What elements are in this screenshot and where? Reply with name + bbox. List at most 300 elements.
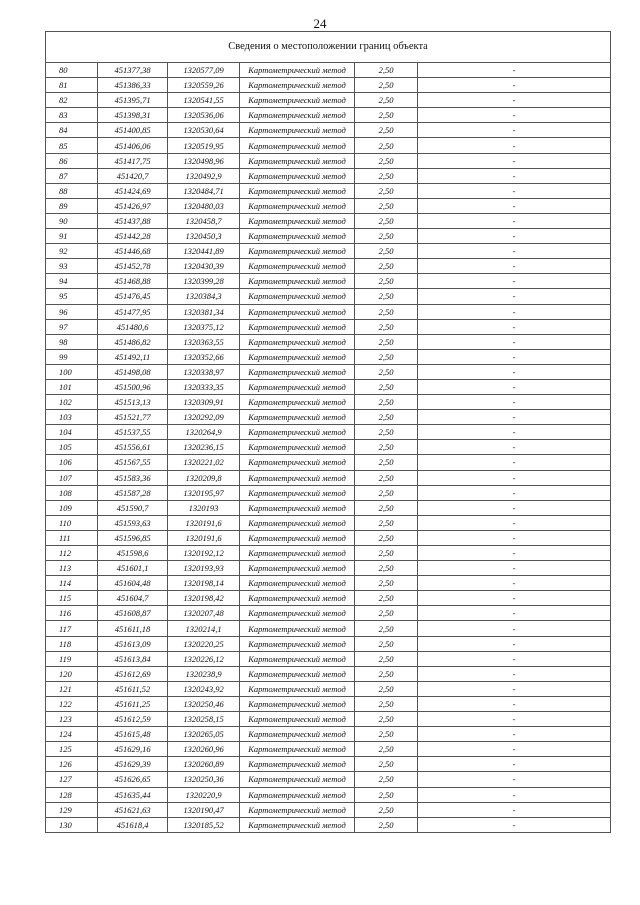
accuracy-cell: 2,50 [355, 63, 418, 78]
method-cell: Картометрический метод [240, 349, 355, 364]
x-coordinate-cell: 451593,63 [98, 515, 168, 530]
point-number-cell: 108 [46, 485, 98, 500]
description-cell: - [418, 515, 611, 530]
table-row [46, 772, 611, 787]
description-cell: - [418, 681, 611, 696]
table-row [46, 93, 611, 108]
accuracy-cell: 2,50 [355, 334, 418, 349]
table-row [46, 425, 611, 440]
y-coordinate-cell: 1320399,28 [168, 274, 240, 289]
point-number-cell: 104 [46, 425, 98, 440]
x-coordinate-cell: 451583,36 [98, 470, 168, 485]
point-number-cell: 128 [46, 787, 98, 802]
table-row [46, 817, 611, 832]
y-coordinate-cell: 1320191,6 [168, 515, 240, 530]
table-row [46, 606, 611, 621]
method-cell: Картометрический метод [240, 757, 355, 772]
y-coordinate-cell: 1320333,35 [168, 379, 240, 394]
accuracy-cell: 2,50 [355, 772, 418, 787]
point-number-cell: 122 [46, 696, 98, 711]
method-cell: Картометрический метод [240, 259, 355, 274]
x-coordinate-cell: 451537,55 [98, 425, 168, 440]
x-coordinate-cell: 451556,61 [98, 440, 168, 455]
method-cell: Картометрический метод [240, 153, 355, 168]
point-number-cell: 123 [46, 712, 98, 727]
x-coordinate-cell: 451604,7 [98, 591, 168, 606]
point-number-cell: 110 [46, 515, 98, 530]
method-cell: Картометрический метод [240, 138, 355, 153]
x-coordinate-cell: 451596,85 [98, 530, 168, 545]
description-cell: - [418, 229, 611, 244]
accuracy-cell: 2,50 [355, 712, 418, 727]
table-row [46, 621, 611, 636]
x-coordinate-cell: 451626,65 [98, 772, 168, 787]
table-row [46, 304, 611, 319]
accuracy-cell: 2,50 [355, 289, 418, 304]
table-row [46, 168, 611, 183]
x-coordinate-cell: 451629,16 [98, 742, 168, 757]
y-coordinate-cell: 1320238,9 [168, 666, 240, 681]
x-coordinate-cell: 451629,39 [98, 757, 168, 772]
method-cell: Картометрический метод [240, 546, 355, 561]
description-cell: - [418, 244, 611, 259]
method-cell: Картометрический метод [240, 470, 355, 485]
accuracy-cell: 2,50 [355, 259, 418, 274]
accuracy-cell: 2,50 [355, 168, 418, 183]
x-coordinate-cell: 451400,85 [98, 123, 168, 138]
accuracy-cell: 2,50 [355, 229, 418, 244]
accuracy-cell: 2,50 [355, 93, 418, 108]
y-coordinate-cell: 1320250,36 [168, 772, 240, 787]
x-coordinate-cell: 451386,33 [98, 78, 168, 93]
point-number-cell: 98 [46, 334, 98, 349]
table-row [46, 153, 611, 168]
table-row [46, 379, 611, 394]
description-cell: - [418, 410, 611, 425]
y-coordinate-cell: 1320191,6 [168, 530, 240, 545]
point-number-cell: 120 [46, 666, 98, 681]
y-coordinate-cell: 1320430,39 [168, 259, 240, 274]
x-coordinate-cell: 451426,97 [98, 198, 168, 213]
x-coordinate-cell: 451480,6 [98, 319, 168, 334]
point-number-cell: 129 [46, 802, 98, 817]
table-row [46, 530, 611, 545]
point-number-cell: 101 [46, 379, 98, 394]
method-cell: Картометрический метод [240, 183, 355, 198]
description-cell: - [418, 651, 611, 666]
y-coordinate-cell: 1320264,9 [168, 425, 240, 440]
description-cell: - [418, 349, 611, 364]
accuracy-cell: 2,50 [355, 198, 418, 213]
method-cell: Картометрический метод [240, 304, 355, 319]
accuracy-cell: 2,50 [355, 621, 418, 636]
accuracy-cell: 2,50 [355, 395, 418, 410]
x-coordinate-cell: 451406,06 [98, 138, 168, 153]
accuracy-cell: 2,50 [355, 440, 418, 455]
y-coordinate-cell: 1320484,71 [168, 183, 240, 198]
y-coordinate-cell: 1320250,46 [168, 696, 240, 711]
accuracy-cell: 2,50 [355, 485, 418, 500]
x-coordinate-cell: 451477,95 [98, 304, 168, 319]
accuracy-cell: 2,50 [355, 500, 418, 515]
x-coordinate-cell: 451608,87 [98, 606, 168, 621]
description-cell: - [418, 63, 611, 78]
accuracy-cell: 2,50 [355, 681, 418, 696]
y-coordinate-cell: 1320207,48 [168, 606, 240, 621]
point-number-cell: 117 [46, 621, 98, 636]
method-cell: Картометрический метод [240, 636, 355, 651]
table-row [46, 349, 611, 364]
x-coordinate-cell: 451437,88 [98, 213, 168, 228]
accuracy-cell: 2,50 [355, 696, 418, 711]
accuracy-cell: 2,50 [355, 742, 418, 757]
point-number-cell: 95 [46, 289, 98, 304]
table-row [46, 455, 611, 470]
y-coordinate-cell: 1320530,64 [168, 123, 240, 138]
description-cell: - [418, 787, 611, 802]
description-cell: - [418, 742, 611, 757]
description-cell: - [418, 259, 611, 274]
table-row [46, 198, 611, 213]
accuracy-cell: 2,50 [355, 802, 418, 817]
y-coordinate-cell: 1320352,66 [168, 349, 240, 364]
description-cell: - [418, 93, 611, 108]
point-number-cell: 113 [46, 561, 98, 576]
table-row [46, 244, 611, 259]
point-number-cell: 118 [46, 636, 98, 651]
y-coordinate-cell: 1320363,55 [168, 334, 240, 349]
method-cell: Картометрический метод [240, 561, 355, 576]
x-coordinate-cell: 451420,7 [98, 168, 168, 183]
table-row [46, 319, 611, 334]
method-cell: Картометрический метод [240, 274, 355, 289]
method-cell: Картометрический метод [240, 93, 355, 108]
description-cell: - [418, 123, 611, 138]
x-coordinate-cell: 451612,69 [98, 666, 168, 681]
table-row [46, 546, 611, 561]
description-cell: - [418, 727, 611, 742]
description-cell: - [418, 153, 611, 168]
table-row [46, 108, 611, 123]
description-cell: - [418, 696, 611, 711]
table-row [46, 681, 611, 696]
table-row [46, 636, 611, 651]
x-coordinate-cell: 451452,78 [98, 259, 168, 274]
table-row [46, 78, 611, 93]
point-number-cell: 119 [46, 651, 98, 666]
method-cell: Картометрический метод [240, 500, 355, 515]
accuracy-cell: 2,50 [355, 470, 418, 485]
accuracy-cell: 2,50 [355, 515, 418, 530]
point-number-cell: 130 [46, 817, 98, 832]
point-number-cell: 124 [46, 727, 98, 742]
y-coordinate-cell: 1320260,89 [168, 757, 240, 772]
method-cell: Картометрический метод [240, 168, 355, 183]
x-coordinate-cell: 451590,7 [98, 500, 168, 515]
table-title-row [46, 32, 611, 63]
table-row [46, 395, 611, 410]
table-row [46, 289, 611, 304]
x-coordinate-cell: 451598,6 [98, 546, 168, 561]
point-number-cell: 116 [46, 606, 98, 621]
point-number-cell: 115 [46, 591, 98, 606]
x-coordinate-cell: 451635,44 [98, 787, 168, 802]
y-coordinate-cell: 1320198,42 [168, 591, 240, 606]
table-row [46, 123, 611, 138]
y-coordinate-cell: 1320193,93 [168, 561, 240, 576]
method-cell: Картометрический метод [240, 485, 355, 500]
x-coordinate-cell: 451618,4 [98, 817, 168, 832]
y-coordinate-cell: 1320192,12 [168, 546, 240, 561]
method-cell: Картометрический метод [240, 727, 355, 742]
description-cell: - [418, 334, 611, 349]
x-coordinate-cell: 451398,31 [98, 108, 168, 123]
point-number-cell: 80 [46, 63, 98, 78]
description-cell: - [418, 395, 611, 410]
method-cell: Картометрический метод [240, 591, 355, 606]
x-coordinate-cell: 451612,59 [98, 712, 168, 727]
x-coordinate-cell: 451613,09 [98, 636, 168, 651]
method-cell: Картометрический метод [240, 455, 355, 470]
x-coordinate-cell: 451587,28 [98, 485, 168, 500]
method-cell: Картометрический метод [240, 712, 355, 727]
method-cell: Картометрический метод [240, 410, 355, 425]
y-coordinate-cell: 1320577,09 [168, 63, 240, 78]
accuracy-cell: 2,50 [355, 319, 418, 334]
point-number-cell: 83 [46, 108, 98, 123]
accuracy-cell: 2,50 [355, 364, 418, 379]
point-number-cell: 89 [46, 198, 98, 213]
description-cell: - [418, 621, 611, 636]
accuracy-cell: 2,50 [355, 425, 418, 440]
x-coordinate-cell: 451486,82 [98, 334, 168, 349]
y-coordinate-cell: 1320220,25 [168, 636, 240, 651]
method-cell: Картометрический метод [240, 440, 355, 455]
table-row [46, 440, 611, 455]
description-cell: - [418, 183, 611, 198]
point-number-cell: 106 [46, 455, 98, 470]
accuracy-cell: 2,50 [355, 455, 418, 470]
accuracy-cell: 2,50 [355, 108, 418, 123]
y-coordinate-cell: 1320375,12 [168, 319, 240, 334]
y-coordinate-cell: 1320309,91 [168, 395, 240, 410]
accuracy-cell: 2,50 [355, 727, 418, 742]
table-row [46, 576, 611, 591]
method-cell: Картометрический метод [240, 108, 355, 123]
accuracy-cell: 2,50 [355, 78, 418, 93]
description-cell: - [418, 817, 611, 832]
point-number-cell: 97 [46, 319, 98, 334]
point-number-cell: 94 [46, 274, 98, 289]
table-row [46, 666, 611, 681]
method-cell: Картометрический метод [240, 395, 355, 410]
accuracy-cell: 2,50 [355, 274, 418, 289]
table-row [46, 485, 611, 500]
x-coordinate-cell: 451417,75 [98, 153, 168, 168]
x-coordinate-cell: 451498,08 [98, 364, 168, 379]
accuracy-cell: 2,50 [355, 546, 418, 561]
table-row [46, 410, 611, 425]
y-coordinate-cell: 1320195,97 [168, 485, 240, 500]
table-row [46, 334, 611, 349]
y-coordinate-cell: 1320236,15 [168, 440, 240, 455]
x-coordinate-cell: 451424,69 [98, 183, 168, 198]
description-cell: - [418, 500, 611, 515]
description-cell: - [418, 138, 611, 153]
description-cell: - [418, 561, 611, 576]
x-coordinate-cell: 451613,84 [98, 651, 168, 666]
x-coordinate-cell: 451476,45 [98, 289, 168, 304]
point-number-cell: 112 [46, 546, 98, 561]
x-coordinate-cell: 451611,52 [98, 681, 168, 696]
table-row [46, 274, 611, 289]
table-row [46, 183, 611, 198]
table-row [46, 259, 611, 274]
y-coordinate-cell: 1320450,3 [168, 229, 240, 244]
y-coordinate-cell: 1320221,02 [168, 455, 240, 470]
point-number-cell: 121 [46, 681, 98, 696]
method-cell: Картометрический метод [240, 666, 355, 681]
x-coordinate-cell: 451442,28 [98, 229, 168, 244]
description-cell: - [418, 606, 611, 621]
y-coordinate-cell: 1320185,52 [168, 817, 240, 832]
description-cell: - [418, 304, 611, 319]
description-cell: - [418, 440, 611, 455]
point-number-cell: 105 [46, 440, 98, 455]
table-row [46, 757, 611, 772]
table-row [46, 63, 611, 78]
x-coordinate-cell: 451621,63 [98, 802, 168, 817]
accuracy-cell: 2,50 [355, 576, 418, 591]
description-cell: - [418, 470, 611, 485]
method-cell: Картометрический метод [240, 606, 355, 621]
table-row [46, 364, 611, 379]
x-coordinate-cell: 451601,1 [98, 561, 168, 576]
description-cell: - [418, 379, 611, 394]
method-cell: Картометрический метод [240, 515, 355, 530]
point-number-cell: 92 [46, 244, 98, 259]
y-coordinate-cell: 1320541,55 [168, 93, 240, 108]
table-title: Сведения о местоположении границ объекта [46, 32, 611, 63]
description-cell: - [418, 802, 611, 817]
y-coordinate-cell: 1320536,06 [168, 108, 240, 123]
accuracy-cell: 2,50 [355, 153, 418, 168]
table-row [46, 561, 611, 576]
description-cell: - [418, 546, 611, 561]
table-row [46, 229, 611, 244]
page-number: 24 [313, 16, 327, 31]
y-coordinate-cell: 1320243,92 [168, 681, 240, 696]
accuracy-cell: 2,50 [355, 410, 418, 425]
point-number-cell: 84 [46, 123, 98, 138]
point-number-cell: 99 [46, 349, 98, 364]
boundary-coordinates-table [45, 31, 611, 833]
accuracy-cell: 2,50 [355, 349, 418, 364]
point-number-cell: 114 [46, 576, 98, 591]
x-coordinate-cell: 451468,88 [98, 274, 168, 289]
y-coordinate-cell: 1320226,12 [168, 651, 240, 666]
table-row [46, 696, 611, 711]
method-cell: Картометрический метод [240, 802, 355, 817]
accuracy-cell: 2,50 [355, 138, 418, 153]
table-body [46, 63, 611, 833]
table-row [46, 213, 611, 228]
description-cell: - [418, 772, 611, 787]
method-cell: Картометрический метод [240, 621, 355, 636]
accuracy-cell: 2,50 [355, 561, 418, 576]
accuracy-cell: 2,50 [355, 636, 418, 651]
description-cell: - [418, 712, 611, 727]
table-row [46, 591, 611, 606]
method-cell: Картометрический метод [240, 742, 355, 757]
method-cell: Картометрический метод [240, 681, 355, 696]
method-cell: Картометрический метод [240, 319, 355, 334]
method-cell: Картометрический метод [240, 123, 355, 138]
table-row [46, 727, 611, 742]
y-coordinate-cell: 1320381,34 [168, 304, 240, 319]
x-coordinate-cell: 451611,25 [98, 696, 168, 711]
y-coordinate-cell: 1320193 [168, 500, 240, 515]
point-number-cell: 85 [46, 138, 98, 153]
point-number-cell: 88 [46, 183, 98, 198]
accuracy-cell: 2,50 [355, 591, 418, 606]
accuracy-cell: 2,50 [355, 651, 418, 666]
description-cell: - [418, 364, 611, 379]
description-cell: - [418, 576, 611, 591]
point-number-cell: 81 [46, 78, 98, 93]
y-coordinate-cell: 1320559,26 [168, 78, 240, 93]
description-cell: - [418, 455, 611, 470]
x-coordinate-cell: 451492,11 [98, 349, 168, 364]
description-cell: - [418, 78, 611, 93]
method-cell: Картометрический метод [240, 364, 355, 379]
point-number-cell: 82 [46, 93, 98, 108]
point-number-cell: 103 [46, 410, 98, 425]
method-cell: Картометрический метод [240, 772, 355, 787]
table-row [46, 515, 611, 530]
method-cell: Картометрический метод [240, 78, 355, 93]
method-cell: Картометрический метод [240, 198, 355, 213]
x-coordinate-cell: 451377,38 [98, 63, 168, 78]
description-cell: - [418, 485, 611, 500]
point-number-cell: 125 [46, 742, 98, 757]
x-coordinate-cell: 451615,48 [98, 727, 168, 742]
method-cell: Картометрический метод [240, 63, 355, 78]
accuracy-cell: 2,50 [355, 530, 418, 545]
table-row [46, 802, 611, 817]
point-number-cell: 102 [46, 395, 98, 410]
description-cell: - [418, 319, 611, 334]
y-coordinate-cell: 1320260,96 [168, 742, 240, 757]
point-number-cell: 126 [46, 757, 98, 772]
description-cell: - [418, 530, 611, 545]
accuracy-cell: 2,50 [355, 666, 418, 681]
point-number-cell: 109 [46, 500, 98, 515]
x-coordinate-cell: 451567,55 [98, 455, 168, 470]
method-cell: Картометрический метод [240, 213, 355, 228]
y-coordinate-cell: 1320292,09 [168, 410, 240, 425]
y-coordinate-cell: 1320384,3 [168, 289, 240, 304]
accuracy-cell: 2,50 [355, 244, 418, 259]
description-cell: - [418, 591, 611, 606]
y-coordinate-cell: 1320480,03 [168, 198, 240, 213]
method-cell: Картометрический метод [240, 787, 355, 802]
description-cell: - [418, 168, 611, 183]
y-coordinate-cell: 1320190,47 [168, 802, 240, 817]
description-cell: - [418, 213, 611, 228]
point-number-cell: 107 [46, 470, 98, 485]
table-row [46, 712, 611, 727]
